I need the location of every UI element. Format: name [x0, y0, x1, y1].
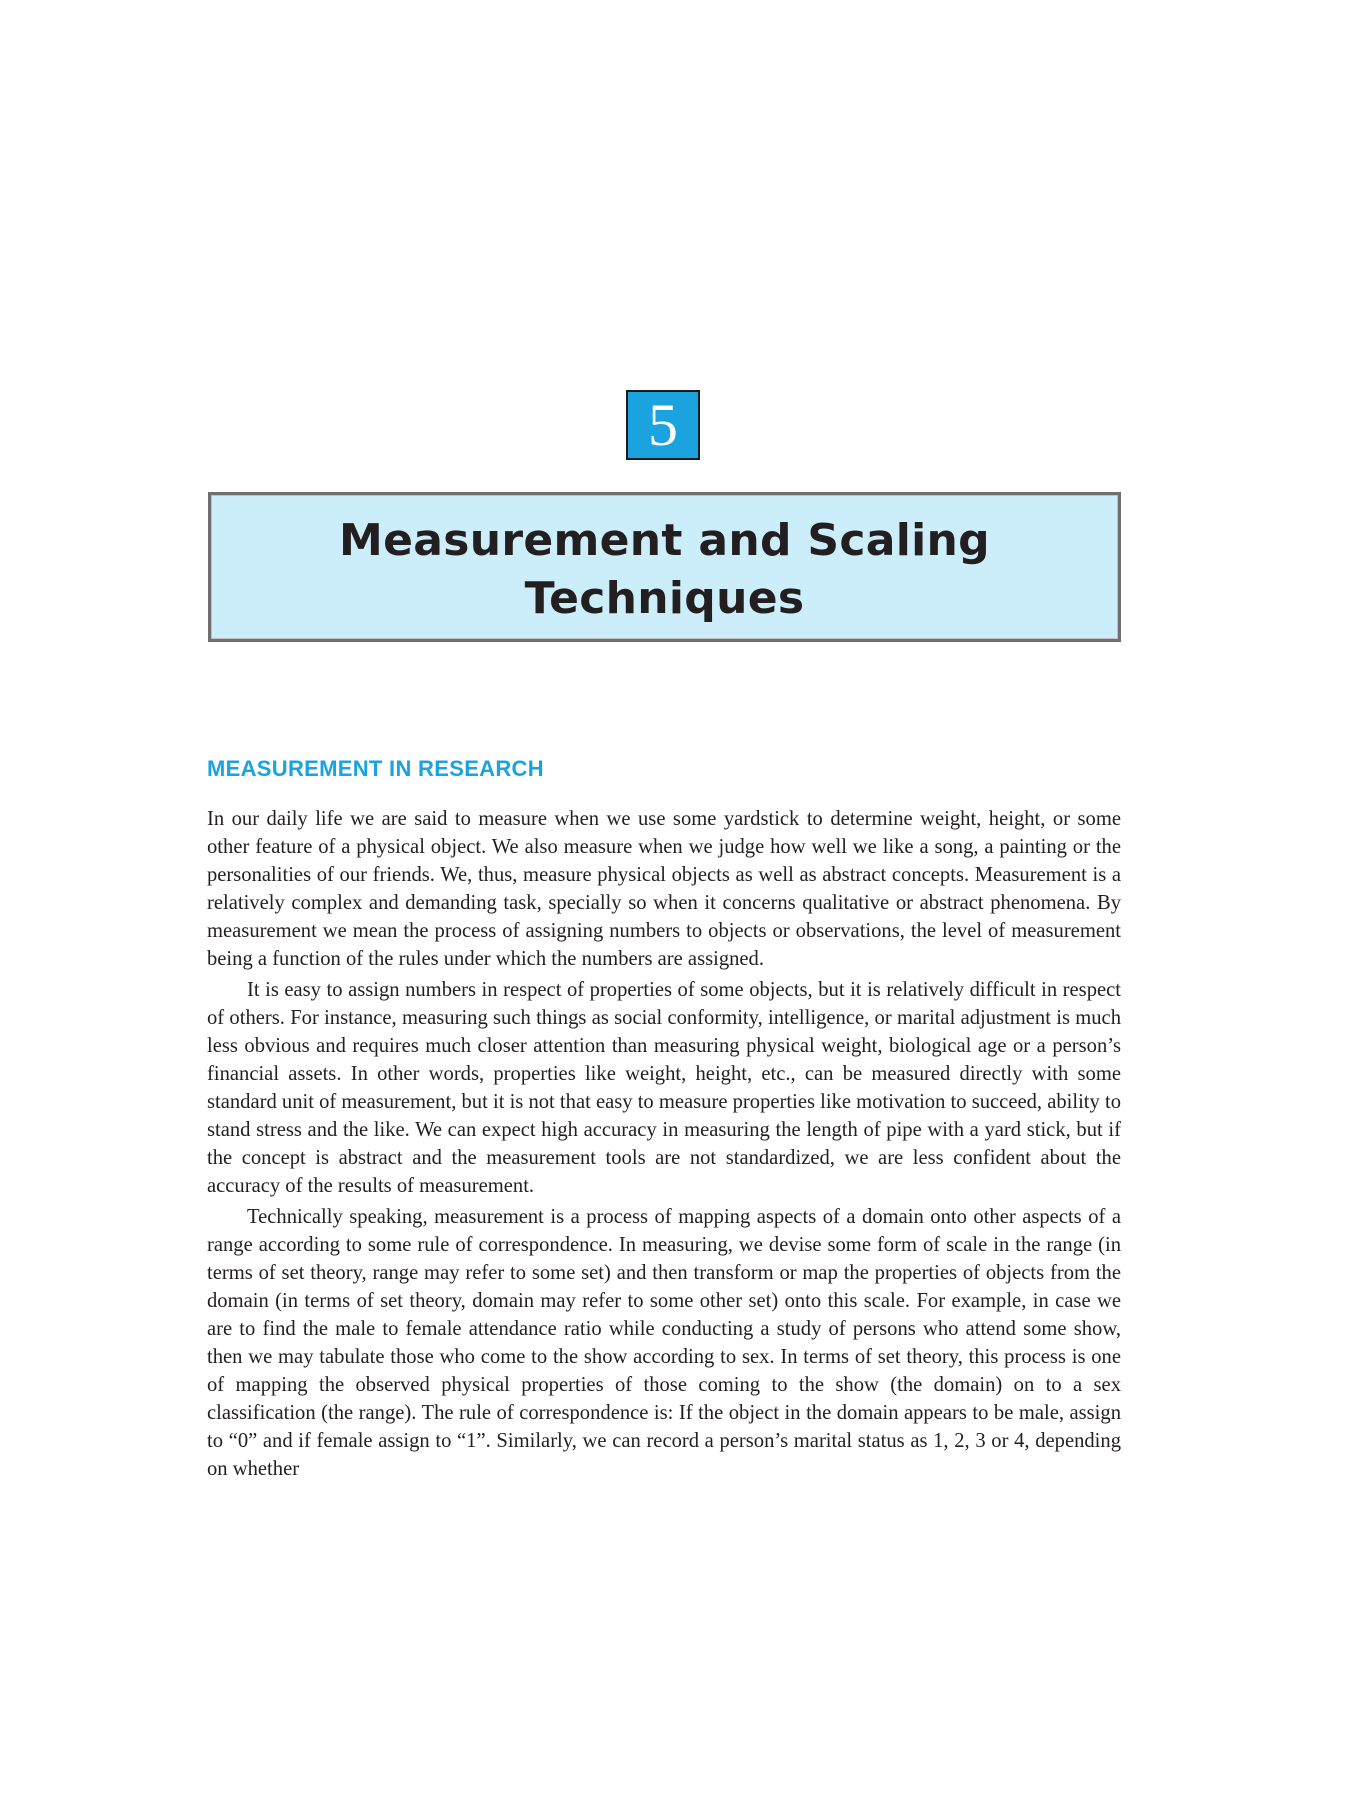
paragraph-2: It is easy to assign numbers in respect of properties of some objects, but it is relatively difficult in respect of others. For instance, measuring such things as social conformity, intelligence, or marital adjustment is much less obvious and requires much closer attention than measuring physical weight, biological age or a person’s financial assets. In other words, properties like weight, height, etc., can be measured directly with some standard unit of measurement, but it is not that easy to measure properties like motivation to succeed, ability to stand stress and the like. We can expect high accuracy in measuring the length of pipe with a yard stick, but if the concept is abstract and the measurement tools are not standardized, we are less confident about the accuracy of the results of measurement. [207, 979, 1121, 1197]
chapter-title-box [208, 492, 1121, 642]
section-heading: MEASUREMENT IN RESEARCH [207, 756, 544, 781]
chapter-title-line-2: Techniques [524, 573, 805, 624]
chapter-title-line-1: Measurement and Scaling [339, 515, 990, 566]
chapter-number-badge: 5 [626, 390, 700, 460]
body-text [207, 805, 1121, 1486]
paragraph-1: In our daily life we are said to measure when we use some yardstick to determine weight, height, or some other feature of a physical object. We also measure when we judge how well we like a song, a painting or the personalities of our friends. We, thus, measure physical objects as well as abstract concepts. Measurement is a relatively complex and demanding task, specially so when it concerns qualitative or abstract phenomena. By measurement we mean the process of assigning numbers to objects or observations, the level of measurement being a function of the rules under which the numbers are assigned. [207, 808, 1121, 970]
paragraph-3: Technically speaking, measurement is a process of mapping aspects of a domain onto other aspects of a range according to some rule of correspondence. In measuring, we devise some form of scale in the range (in terms of set theory, range may refer to some set) and then transform or map the properties of objects from the domain (in terms of set theory, domain may refer to some other set) onto this scale. For example, in case we are to find the male to female attendance ratio while conducting a study of persons who attend some show, then we may tabulate those who come to the show according to sex. In terms of set theory, this process is one of mapping the observed physical properties of those coming to the show (the domain) on to a sex classification (the range). The rule of correspondence is: If the object in the domain appears to be male, assign to “0” and if female assign to “1”. Similarly, we can record a person’s marital status as 1, 2, 3 or 4, depending on whether [207, 1206, 1121, 1480]
